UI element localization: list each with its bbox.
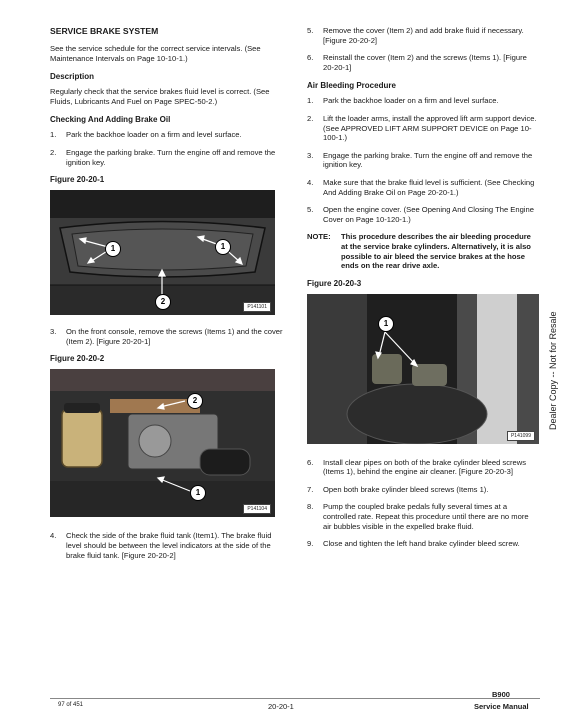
step-text: Close and tighten the left hand brake cylinder bleed screw.: [323, 539, 520, 549]
air-bleeding-heading: Air Bleeding Procedure: [307, 81, 396, 91]
step-number: 5.: [307, 26, 314, 35]
step-item: [307, 151, 539, 170]
checking-heading: Checking And Adding Brake Oil: [50, 115, 171, 125]
step-text: Pump the coupled brake pedals fully several times at a controlled rate. Repeat this procedure until there are no more air bubbles visible in the expelled brake fluid.: [323, 502, 529, 531]
right-column: [307, 26, 539, 557]
step-number: 6.: [307, 53, 314, 63]
callout-1: 1: [215, 239, 231, 255]
callout-2: 2: [155, 294, 171, 310]
left-column: [50, 26, 285, 568]
page-count: 97 of 451: [58, 702, 84, 708]
description-paragraph: Regularly check that the service brakes fluid level is correct. (See Fluids, Lubricants And Fuel on Page SPEC-50-2.): [50, 87, 270, 106]
figure-label: Figure 20-20-3: [307, 278, 362, 288]
figure-bleed-screw-photo: [307, 294, 539, 444]
callout-2: 2: [187, 393, 203, 409]
step-item: [307, 539, 539, 549]
step-item: [50, 531, 285, 560]
step-number: 8.: [307, 502, 314, 512]
callout-1: 1: [190, 485, 206, 501]
step-number: 2.: [307, 113, 314, 123]
step-item: [307, 205, 539, 224]
step-number: 3.: [50, 327, 57, 337]
step-text: Park the backhoe loader on a firm and level surface.: [66, 130, 242, 140]
intro-paragraph: See the service schedule for the correct service intervals. (See Maintenance Intervals on Page 10-10-1.): [50, 44, 261, 63]
manual-title: Service Manual: [474, 702, 529, 711]
figure-label: Figure 20-20-2: [50, 354, 105, 364]
step-number: 1.: [307, 96, 314, 106]
step-item: [307, 458, 539, 477]
dealer-copy-watermark: Dealer Copy -- Not for Resale: [548, 311, 558, 430]
page-number: 20-20-1: [268, 702, 294, 711]
step-text: On the front console, remove the screws (Items 1) and the cover (Item 2). [Figure 20-20-1]: [66, 327, 283, 346]
callout-1: 1: [105, 241, 121, 257]
figure-id: P141104: [243, 504, 271, 514]
figure-id: P141101: [243, 302, 271, 312]
step-text: Engage the parking brake. Turn the engine off and remove the ignition key.: [323, 150, 533, 170]
step-item: [307, 485, 539, 495]
step-item: [307, 96, 539, 106]
note-block: [307, 232, 539, 270]
figure-brake-tank-photo: [50, 369, 275, 517]
note-text: This procedure describes the air bleeding procedure at the service brake cylinders. Alternatively, it is also possible to air bleed the service brakes at the hose ends on the rear drive axle.: [341, 232, 531, 271]
figure-console-photo: [50, 190, 275, 315]
description-heading: Description: [50, 72, 95, 82]
step-item: [307, 53, 539, 72]
brake-tank-illustration: [50, 369, 275, 517]
step-item: [307, 114, 539, 143]
bleed-screw-illustration: [307, 294, 539, 444]
step-number: 7.: [307, 484, 314, 494]
step-number: 9.: [307, 539, 314, 549]
step-number: 3.: [307, 150, 314, 160]
callout-1: 1: [378, 316, 394, 332]
step-text: Make sure that the brake fluid level is sufficient. (See Checking And Adding Brake Oil on Page 20-20-1.): [323, 177, 535, 197]
footer-divider: [50, 698, 540, 699]
step-number: 4.: [50, 531, 57, 541]
model-name: B900: [492, 690, 510, 699]
step-item: [307, 26, 539, 45]
step-item: [307, 178, 539, 197]
step-text: Open both brake cylinder bleed screws (Items 1).: [323, 484, 489, 494]
step-text: Check the side of the brake fluid tank (Item1). The brake fluid level should be between the level indicators at the side of the brake fluid tank. [Figure 20-20-2]: [66, 531, 272, 560]
step-item: [50, 130, 285, 140]
step-item: [307, 502, 539, 531]
step-text: Park the backhoe loader on a firm and level surface.: [323, 96, 499, 106]
step-number: 1.: [50, 130, 57, 140]
figure-label: Figure 20-20-1: [50, 175, 105, 185]
step-number: 4.: [307, 177, 314, 187]
step-text: Remove the cover (Item 2) and add brake fluid if necessary. [Figure 20-20-2]: [323, 26, 524, 45]
step-number: 6.: [307, 457, 314, 467]
step-item: [50, 327, 285, 346]
step-text: Engage the parking brake. Turn the engine off and remove the ignition key.: [66, 147, 276, 167]
step-text: Reinstall the cover (Item 2) and the screws (Items 1). [Figure 20-20-1]: [323, 53, 527, 72]
figure-id: P141099: [507, 431, 535, 441]
step-text: Install clear pipes on both of the brake cylinder bleed screws (Items 1), behind the engine air cleaner. [Figure 20-20-3]: [323, 457, 527, 477]
section-title: SERVICE BRAKE SYSTEM: [50, 26, 159, 36]
step-text: Open the engine cover. (See Opening And Closing The Engine Cover on Page 10-120-1.): [323, 205, 534, 224]
step-item: [50, 148, 285, 167]
step-number: 2.: [50, 147, 57, 157]
step-number: 5.: [307, 205, 314, 215]
step-text: Lift the loader arms, install the approved lift arm support device. (See APPROVED LIFT ARM SUPPORT DEVICE on Page 10-100-1.): [323, 113, 537, 143]
note-label: NOTE:: [307, 232, 331, 242]
